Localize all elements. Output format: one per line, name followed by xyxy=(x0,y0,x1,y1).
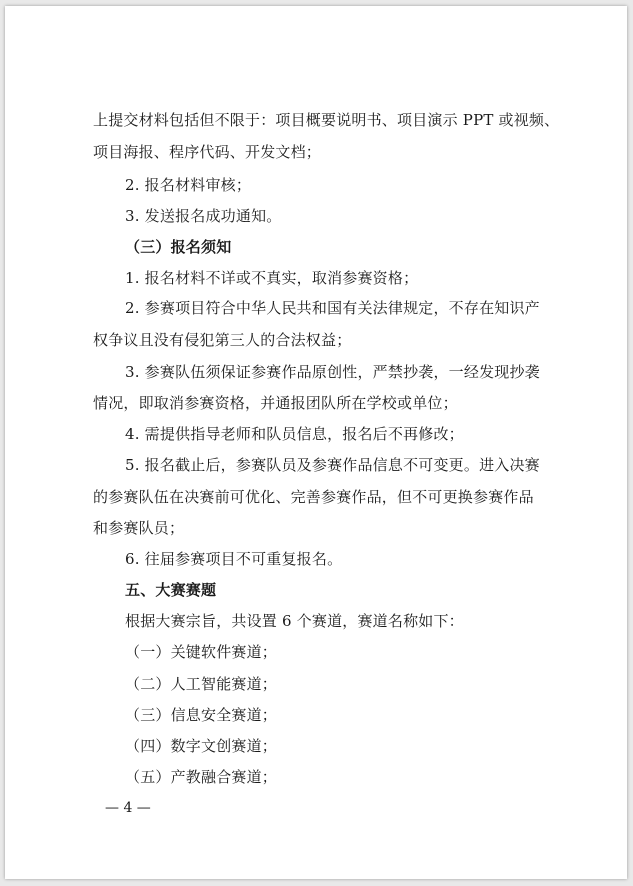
track-item: （一）关键软件赛道； xyxy=(125,643,278,661)
section-heading: 五、大赛赛题 xyxy=(125,581,217,599)
list-item: 3. 发送报名成功通知。 xyxy=(125,207,282,225)
track-item: （三）信息安全赛道； xyxy=(125,706,278,724)
list-item: 3. 参赛队伍须保证参赛作品原创性，严禁抄袭，一经发现抄袭 xyxy=(125,363,540,381)
track-item: （四）数字文创赛道； xyxy=(125,737,278,755)
list-item: 1. 报名材料不详或不真实，取消参赛资格； xyxy=(125,269,419,287)
track-item: （二）人工智能赛道； xyxy=(125,675,278,693)
paragraph-line: 根据大赛宗旨，共设置 6 个赛道，赛道名称如下： xyxy=(125,612,464,630)
paragraph-line: 上提交材料包括但不限于：项目概要说明书、项目演示 PPT 或视频、 xyxy=(93,111,560,129)
track-item: （五）产教融合赛道； xyxy=(125,768,278,786)
document-page xyxy=(5,6,627,879)
paragraph-line: 项目海报、程序代码、开发文档； xyxy=(93,143,322,161)
list-item: 4. 需提供指导老师和队员信息，报名后不再修改； xyxy=(125,425,464,443)
page-number: — 4 — xyxy=(105,800,151,816)
paragraph-line: 权争议且没有侵犯第三人的合法权益； xyxy=(93,331,352,349)
list-item: 6. 往届参赛项目不可重复报名。 xyxy=(125,550,343,568)
list-item: 5. 报名截止后，参赛队员及参赛作品信息不可变更。进入决赛 xyxy=(125,456,540,474)
list-item: 2. 报名材料审核； xyxy=(125,176,252,194)
list-item: 2. 参赛项目符合中华人民共和国有关法律规定，不存在知识产 xyxy=(125,299,540,317)
paragraph-line: 的参赛队伍在决赛前可优化、完善参赛作品，但不可更换参赛作品 xyxy=(93,488,534,506)
section-heading: （三）报名须知 xyxy=(125,238,232,256)
paragraph-line: 情况，即取消参赛资格，并通报团队所在学校或单位； xyxy=(93,394,458,412)
paragraph-line: 和参赛队员； xyxy=(93,519,185,537)
